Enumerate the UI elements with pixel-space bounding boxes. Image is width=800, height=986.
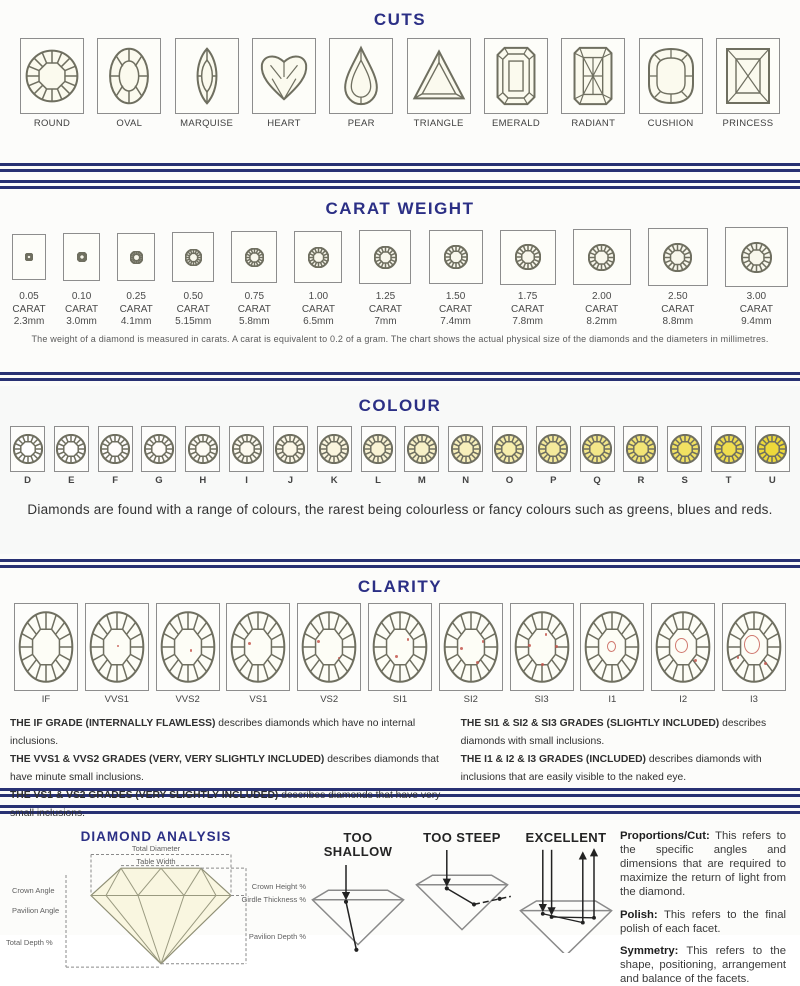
colour-letter: N bbox=[462, 475, 470, 486]
total-diameter-label: Total Diameter bbox=[131, 844, 181, 853]
diamond-icon bbox=[232, 434, 262, 464]
clarity-grade: VVS2 bbox=[156, 603, 220, 705]
colour-letter: S bbox=[681, 475, 688, 486]
diamond-icon bbox=[185, 249, 202, 266]
radiant-cut-icon bbox=[571, 45, 615, 107]
diamond-icon bbox=[757, 434, 787, 464]
diamond-icon bbox=[515, 244, 541, 270]
carat-unit: CARAT bbox=[585, 303, 619, 315]
carat-footnote: The weight of a diamond is measured in carats. A carat is equivalent to 0.2 of a gram. The chart shows the actual physical size of the diamonds and the diameters in millimetres. bbox=[31, 333, 769, 344]
diamond-icon bbox=[188, 434, 218, 464]
cushion-cut-icon bbox=[646, 46, 696, 106]
clarity-grade: VS1 bbox=[226, 603, 290, 705]
colour-grade bbox=[54, 426, 89, 486]
carat-value: 1.50 bbox=[445, 291, 466, 302]
colour-letter: F bbox=[112, 475, 119, 486]
section-divider bbox=[0, 161, 800, 191]
pavilion-depth-label: Pavilion Depth % bbox=[248, 932, 306, 941]
colour-grade bbox=[492, 426, 527, 486]
too-steep-label: TOO STEEP bbox=[423, 830, 501, 845]
carat-unit: CARAT bbox=[739, 303, 773, 315]
clarity-note: THE I1 & I2 & I3 GRADES (INCLUDED) describes diamonds with inclusions that are easily visible to the naked eye. bbox=[460, 754, 762, 784]
colour-letter: O bbox=[505, 475, 514, 486]
colour-grade bbox=[10, 426, 45, 486]
clarity-section bbox=[0, 573, 800, 820]
diamond-icon bbox=[100, 434, 130, 464]
total-depth-label: Total Depth % bbox=[6, 938, 53, 947]
crown-angle-label: Crown Angle bbox=[12, 886, 55, 895]
carat-value: 0.75 bbox=[244, 291, 265, 302]
carat-mm: 4.1mm bbox=[120, 316, 152, 327]
clarity-grade: IF bbox=[14, 603, 78, 705]
inclusion-mark bbox=[545, 633, 548, 636]
colour-grade bbox=[536, 426, 571, 486]
too-shallow-diagram bbox=[306, 831, 410, 971]
carat-mm: 8.8mm bbox=[662, 316, 694, 327]
carat-item bbox=[117, 233, 155, 281]
carat-mm: 6.5mm bbox=[303, 316, 334, 327]
clarity-grade: SI3 bbox=[510, 603, 574, 705]
diamond-analysis-figure bbox=[6, 846, 306, 974]
inclusion-mark bbox=[482, 640, 485, 643]
clarity-note: THE VS1 & VS2 GRADES (VERY SLIGHTLY INCLUDED) describes diamonds that have very small inclusions. bbox=[10, 790, 441, 820]
inclusion-mark bbox=[190, 649, 193, 652]
clarity-note: THE IF GRADE (INTERNALLY FLAWLESS) describes diamonds which have no internal inclusions. bbox=[10, 718, 416, 748]
colour-grade bbox=[185, 426, 220, 486]
carat-value: 0.50 bbox=[183, 291, 203, 302]
diamond-analysis-title: DIAMOND ANALYSIS bbox=[80, 829, 232, 844]
colour-letter: H bbox=[199, 475, 207, 486]
diamond-analysis-panel bbox=[6, 825, 306, 971]
colour-title: COLOUR bbox=[358, 396, 442, 415]
colour-letter: T bbox=[725, 475, 732, 486]
inclusion-mark bbox=[476, 661, 479, 664]
colour-grade bbox=[755, 426, 790, 486]
clarity-grade: I1 bbox=[580, 603, 644, 705]
cuts-title: CUTS bbox=[373, 10, 427, 29]
carat-labels-row bbox=[0, 289, 800, 329]
carat-mm: 5.8mm bbox=[239, 316, 270, 327]
carat-unit: CARAT bbox=[661, 303, 695, 315]
excellent-icon bbox=[514, 845, 618, 953]
carat-row bbox=[0, 219, 800, 289]
emerald-cut-icon bbox=[494, 45, 538, 107]
diamond-icon bbox=[514, 610, 570, 684]
carat-unit: CARAT bbox=[119, 303, 153, 315]
carat-value: 1.25 bbox=[375, 291, 396, 302]
oval-cut-icon bbox=[107, 45, 151, 107]
diamond-icon bbox=[372, 610, 428, 684]
carat-mm: 5.15mm bbox=[175, 316, 212, 327]
clarity-notes bbox=[0, 705, 800, 823]
heart-cut-icon bbox=[257, 49, 311, 103]
colour-grade bbox=[273, 426, 308, 486]
carat-value: 2.50 bbox=[668, 291, 688, 302]
inclusion-mark bbox=[395, 655, 398, 658]
definitions-panel bbox=[618, 825, 792, 985]
carat-item bbox=[573, 229, 631, 285]
inclusion-mark bbox=[555, 645, 558, 648]
cut-item-heart: HEART bbox=[252, 38, 316, 129]
colour-letter: G bbox=[155, 475, 163, 486]
diamond-icon bbox=[443, 610, 499, 684]
diamond-icon bbox=[494, 434, 524, 464]
clarity-grade: VS2 bbox=[297, 603, 361, 705]
colour-row bbox=[0, 416, 800, 486]
inclusion-mark bbox=[541, 663, 544, 666]
diamond-icon bbox=[301, 610, 357, 684]
proportions-definition: Proportions/Cut: This refers to the specific angles and dimensions that are required to maximize the return of light from the diamond. bbox=[620, 830, 786, 899]
pear-cut-icon bbox=[339, 45, 383, 107]
colour-grade bbox=[229, 426, 264, 486]
polish-definition: Polish: This refers to the final polish of each facet. bbox=[620, 908, 786, 935]
carat-value: 2.00 bbox=[591, 291, 612, 302]
clarity-grade: VVS1 bbox=[85, 603, 149, 705]
colour-grade bbox=[317, 426, 352, 486]
colour-grade bbox=[448, 426, 483, 486]
carat-unit: CARAT bbox=[301, 303, 335, 315]
carat-item bbox=[500, 230, 556, 285]
diamond-icon bbox=[407, 434, 437, 464]
cut-item-marquise: MARQUISE bbox=[175, 38, 239, 129]
colour-grade bbox=[623, 426, 658, 486]
carat-unit: CARAT bbox=[12, 303, 46, 315]
too-steep-icon bbox=[410, 845, 514, 943]
diamond-icon bbox=[18, 610, 74, 684]
too-steep-diagram bbox=[410, 831, 514, 971]
diamond-icon bbox=[245, 248, 264, 267]
cut-item-pear: PEAR bbox=[329, 38, 393, 129]
carat-mm: 3.0mm bbox=[66, 316, 97, 327]
diamond-icon bbox=[160, 610, 216, 684]
colour-grade bbox=[404, 426, 439, 486]
section-divider bbox=[0, 370, 800, 383]
diamond-icon bbox=[77, 252, 87, 262]
clarity-title: CLARITY bbox=[357, 577, 443, 596]
inclusion-mark bbox=[528, 644, 531, 647]
carat-unit: CARAT bbox=[176, 303, 210, 315]
diamond-icon bbox=[663, 243, 692, 272]
diamond-icon bbox=[308, 247, 329, 268]
diamond-icon bbox=[741, 242, 772, 273]
diamond-icon bbox=[538, 434, 568, 464]
clarity-grade: SI2 bbox=[439, 603, 503, 705]
diamond-icon bbox=[444, 245, 468, 269]
carat-unit: CARAT bbox=[368, 303, 403, 315]
colour-grade bbox=[98, 426, 133, 486]
carat-item bbox=[725, 227, 788, 287]
carat-item bbox=[231, 231, 277, 283]
colour-letter: D bbox=[24, 475, 31, 486]
diamond-icon bbox=[670, 434, 700, 464]
carat-item bbox=[12, 234, 46, 280]
diamond-icon bbox=[56, 434, 86, 464]
girdle-thickness-label: Girdle Thickness % bbox=[241, 895, 306, 904]
colour-letter: J bbox=[287, 475, 294, 486]
inclusion-mark bbox=[764, 662, 767, 665]
carat-mm: 7.4mm bbox=[440, 316, 471, 327]
colour-grade bbox=[711, 426, 746, 486]
diamond-icon bbox=[144, 434, 174, 464]
symmetry-definition: Symmetry: This refers to the shape, positioning, arrangement and balance of the facets. bbox=[620, 944, 786, 985]
carat-unit: CARAT bbox=[237, 303, 271, 315]
cut-item-round: ROUND bbox=[20, 38, 84, 129]
colour-letter: E bbox=[68, 475, 75, 486]
inclusion-mark bbox=[460, 647, 463, 650]
triangle-cut-icon bbox=[411, 48, 467, 104]
carat-value: 3.00 bbox=[746, 291, 767, 302]
cuts-section bbox=[0, 0, 800, 158]
marquise-cut-icon bbox=[186, 45, 228, 107]
diamond-icon bbox=[582, 434, 612, 464]
light-path-diagrams bbox=[306, 825, 618, 971]
carat-mm: 7.8mm bbox=[512, 316, 543, 327]
carat-item bbox=[172, 232, 214, 282]
colour-grade bbox=[667, 426, 702, 486]
carat-section bbox=[0, 199, 800, 367]
diamond-icon bbox=[374, 246, 397, 269]
carat-item bbox=[429, 230, 483, 284]
carat-value: 0.05 bbox=[19, 291, 39, 302]
carat-item bbox=[294, 231, 342, 283]
diamond-icon bbox=[130, 251, 143, 264]
colour-letter: I bbox=[245, 475, 248, 486]
carat-unit: CARAT bbox=[511, 303, 545, 315]
diamond-icon bbox=[626, 434, 656, 464]
cut-item-triangle: TRIANGLE bbox=[407, 38, 471, 129]
clarity-grade: SI1 bbox=[368, 603, 432, 705]
cut-item-princess: PRINCESS bbox=[716, 38, 780, 129]
too-shallow-icon bbox=[306, 860, 410, 958]
carat-mm: 2.3mm bbox=[13, 316, 45, 327]
diamond-icon bbox=[89, 610, 145, 684]
colour-letter: Q bbox=[593, 475, 601, 486]
clarity-notes-right bbox=[461, 715, 790, 823]
diamond-icon bbox=[363, 434, 393, 464]
diamond-icon bbox=[319, 434, 349, 464]
too-shallow-label: TOO SHALLOW bbox=[323, 830, 393, 860]
round-cut-icon bbox=[25, 49, 79, 103]
bottom-section bbox=[0, 819, 800, 985]
diamond-icon bbox=[588, 244, 615, 271]
carat-item bbox=[63, 233, 100, 281]
colour-letter: R bbox=[637, 475, 645, 486]
carat-unit: CARAT bbox=[438, 303, 473, 315]
inclusion-mark bbox=[744, 635, 760, 654]
colour-letter: K bbox=[330, 475, 338, 486]
colour-section bbox=[0, 386, 800, 554]
colour-caption: Diamonds are found with a range of colours, the rarest being colourless or fancy colours such as greens, blues and reds. bbox=[27, 502, 773, 517]
excellent-diagram bbox=[514, 831, 618, 971]
diamond-icon bbox=[275, 434, 305, 464]
carat-mm: 8.2mm bbox=[586, 316, 617, 327]
crown-height-label: Crown Height % bbox=[251, 882, 306, 891]
carat-unit: CARAT bbox=[65, 303, 99, 315]
colour-letter: U bbox=[768, 475, 776, 486]
clarity-notes-left bbox=[10, 715, 447, 823]
carat-mm: 9.4mm bbox=[741, 316, 772, 327]
carat-item bbox=[648, 228, 708, 286]
clarity-row bbox=[0, 597, 800, 705]
carat-title: CARAT WEIGHT bbox=[325, 199, 475, 218]
clarity-note: THE SI1 & SI2 & SI3 GRADES (SLIGHTLY INCLUDED) describes diamonds with small inclusions. bbox=[460, 718, 767, 748]
excellent-label: EXCELLENT bbox=[525, 830, 607, 845]
colour-letter: P bbox=[550, 475, 557, 486]
carat-value: 1.00 bbox=[308, 291, 329, 302]
diamond-icon bbox=[25, 253, 33, 261]
colour-grade bbox=[141, 426, 176, 486]
inclusion-mark bbox=[117, 645, 119, 647]
cuts-row bbox=[0, 30, 800, 129]
section-divider bbox=[0, 557, 800, 570]
cut-item-cushion: CUSHION bbox=[639, 38, 703, 129]
pavilion-angle-label: Pavilion Angle bbox=[12, 906, 60, 915]
colour-grade bbox=[361, 426, 396, 486]
clarity-note: THE VVS1 & VVS2 GRADES (VERY, VERY SLIGHTLY INCLUDED) describes diamonds that have minute small inclusions. bbox=[10, 754, 439, 784]
colour-grade bbox=[580, 426, 615, 486]
cut-item-radiant: RADIANT bbox=[561, 38, 625, 129]
cut-item-emerald: EMERALD bbox=[484, 38, 548, 129]
carat-item bbox=[359, 230, 411, 284]
table-width-label: Table Width bbox=[136, 857, 176, 866]
carat-value: 0.25 bbox=[126, 291, 146, 302]
colour-letter: L bbox=[375, 475, 381, 486]
diamond-icon bbox=[13, 434, 43, 464]
diamond-icon bbox=[451, 434, 481, 464]
diamond-icon bbox=[714, 434, 744, 464]
carat-mm: 7mm bbox=[374, 316, 397, 327]
carat-value: 0.10 bbox=[71, 291, 92, 302]
clarity-grade: I2 bbox=[651, 603, 715, 705]
colour-letter: M bbox=[417, 475, 426, 486]
clarity-grade: I3 bbox=[722, 603, 786, 705]
princess-cut-icon bbox=[723, 46, 773, 106]
diamond-icon bbox=[230, 610, 286, 684]
carat-value: 1.75 bbox=[517, 291, 538, 302]
cut-item-oval: OVAL bbox=[97, 38, 161, 129]
